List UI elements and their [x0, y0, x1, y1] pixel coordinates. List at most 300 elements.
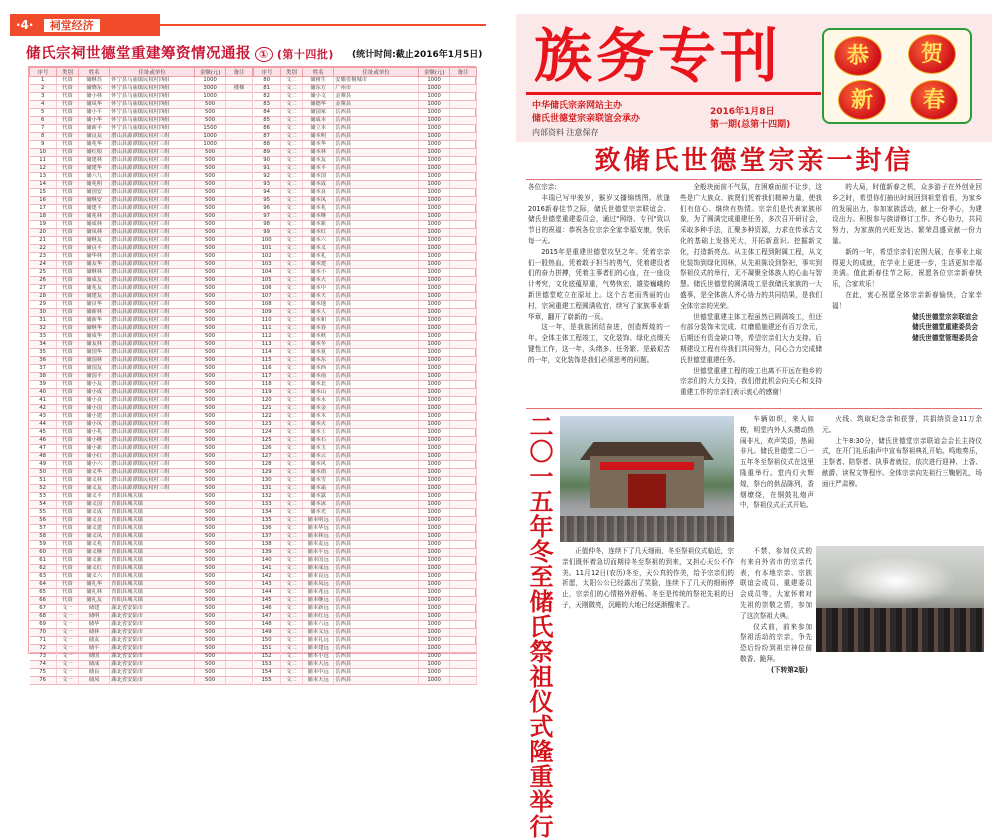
- left-page: [10, 14, 486, 683]
- table-cell: 150: [254, 637, 281, 645]
- table-cell: 岳西县: [334, 205, 419, 213]
- table-cell: 储本人: [303, 309, 334, 317]
- table-cell: 潜山县源潭镇民权村三组: [110, 445, 195, 453]
- table-cell: 62: [30, 565, 57, 573]
- column-header: 金额(元): [195, 68, 226, 77]
- table-cell: 储华: [79, 621, 110, 629]
- table-cell: 1000: [195, 77, 226, 85]
- red-banner: [600, 462, 694, 470]
- table-cell: 潜山县源潭镇民权村三组: [110, 365, 195, 373]
- table-cell: 75: [30, 669, 57, 677]
- table-cell: 青阳县城关镇: [110, 565, 195, 573]
- table-row: [30, 221, 253, 229]
- table-cell: 92: [254, 173, 281, 181]
- table-cell: 岳西县: [334, 133, 419, 141]
- table-cell: 54: [30, 501, 57, 509]
- table-cell: 储东方: [303, 85, 334, 93]
- table-cell: 72: [30, 645, 57, 653]
- table-cell: 湖北省安陆市: [110, 637, 195, 645]
- table-cell: 岳西县: [334, 149, 419, 157]
- table-row: [254, 469, 477, 477]
- table-cell: 岳西县: [334, 493, 419, 501]
- table-row: [254, 653, 477, 661]
- table-row: [254, 189, 477, 197]
- table-cell: 文二: [280, 309, 302, 317]
- table-cell: [226, 285, 253, 293]
- table-cell: 文二: [280, 557, 302, 565]
- signature-2: 储氏世德堂重建委员会: [912, 323, 978, 332]
- table-row: [254, 541, 477, 549]
- table-cell: [226, 557, 253, 565]
- table-row: [254, 389, 477, 397]
- table-cell: 500: [195, 653, 226, 661]
- table-cell: 85: [254, 117, 281, 125]
- table-cell: 代资: [56, 125, 78, 133]
- table-cell: 500: [195, 357, 226, 365]
- table-cell: 文二: [280, 421, 302, 429]
- table-row: [30, 341, 253, 349]
- table-cell: 储良华: [79, 301, 110, 309]
- table-cell: 1000: [419, 221, 450, 229]
- table-cell: 500: [195, 237, 226, 245]
- table-cell: [450, 269, 477, 277]
- table-cell: 29: [30, 301, 57, 309]
- table-cell: 文二: [280, 653, 302, 661]
- table-cell: 70: [30, 629, 57, 637]
- table-row: [254, 533, 477, 541]
- table-cell: 1000: [419, 77, 450, 85]
- table-cell: [450, 421, 477, 429]
- table-row: [254, 237, 477, 245]
- table-cell: [450, 189, 477, 197]
- table-cell: 岳西县: [334, 373, 419, 381]
- table-cell: 储本北: [303, 381, 334, 389]
- table-row: [30, 573, 253, 581]
- table-row: [30, 285, 253, 293]
- table-cell: 储友华: [79, 261, 110, 269]
- table-cell: 岳西县: [334, 269, 419, 277]
- table-cell: 9: [30, 141, 57, 149]
- table-cell: 154: [254, 669, 281, 677]
- table-row: [254, 381, 477, 389]
- table-cell: 500: [195, 437, 226, 445]
- table-row: [30, 565, 253, 573]
- table-cell: 潜山县源潭镇民权村三组: [110, 357, 195, 365]
- table-cell: [226, 301, 253, 309]
- table-cell: 14: [30, 181, 57, 189]
- table-cell: 文二: [280, 661, 302, 669]
- table-row: [30, 181, 253, 189]
- table-row: [30, 93, 253, 101]
- table-cell: 储本天: [303, 293, 334, 301]
- table-row: [254, 301, 477, 309]
- table-cell: 111: [254, 325, 281, 333]
- table-cell: 怀宁县马庙镇民权村四组: [110, 117, 195, 125]
- table-cell: [226, 197, 253, 205]
- table-cell: 储本凤远: [303, 581, 334, 589]
- table-cell: [450, 141, 477, 149]
- table-cell: [450, 645, 477, 653]
- article-column-a: [740, 414, 814, 544]
- table-cell: 151: [254, 645, 281, 653]
- paragraph: 车辆如织，来人如梭，明堂内外人头攒动热闹非凡，欢声笑语，热闹非凡。储氏世德堂二〇一五年冬至祭祖仪式在这里隆重举行。堂内灯火辉煌，祭台的供品陈列，香烟缭绕，在铜鼓礼炮声中，祭祖仪式正式开始。: [740, 415, 814, 510]
- table-cell: [226, 253, 253, 261]
- table-cell: 储小平: [79, 109, 110, 117]
- table-cell: 104: [254, 269, 281, 277]
- table-cell: 500: [195, 213, 226, 221]
- table-cell: 52: [30, 485, 57, 493]
- table-cell: 潜山县源潭镇民权村三组: [110, 189, 195, 197]
- table-cell: [450, 197, 477, 205]
- table-cell: 代资: [56, 349, 78, 357]
- column-header: 序号: [30, 68, 57, 77]
- table-cell: 储红根: [79, 149, 110, 157]
- table-cell: 岳西县: [334, 541, 419, 549]
- table-cell: 124: [254, 429, 281, 437]
- table-cell: 潜山县源潭镇民权村三组: [110, 229, 195, 237]
- table-cell: 146: [254, 605, 281, 613]
- table-cell: 岳西县: [334, 245, 419, 253]
- table-cell: 文二: [280, 237, 302, 245]
- table-cell: 潜山县源潭镇民权村三组: [110, 157, 195, 165]
- publisher-line-2: 储氏世德堂宗亲联谊会承办: [532, 114, 641, 124]
- table-cell: 岳西县: [334, 477, 419, 485]
- table-cell: 岳西县: [334, 309, 419, 317]
- table-cell: 500: [195, 365, 226, 373]
- table-cell: 储义新: [79, 557, 110, 565]
- table-cell: [226, 133, 253, 141]
- table-cell: 代资: [56, 373, 78, 381]
- table-cell: 88: [254, 141, 281, 149]
- table-cell: 135: [254, 517, 281, 525]
- table-cell: [226, 117, 253, 125]
- table-cell: 500: [195, 637, 226, 645]
- table-cell: 代资: [56, 101, 78, 109]
- table-cell: 岳西县: [334, 261, 419, 269]
- table-cell: [450, 485, 477, 493]
- table-cell: 500: [195, 405, 226, 413]
- table-cell: 48: [30, 453, 57, 461]
- table-row: [30, 605, 253, 613]
- table-cell: 代资: [56, 117, 78, 125]
- table-cell: 岳西县: [334, 237, 419, 245]
- table-cell: 储小凤: [79, 421, 110, 429]
- table-cell: 文一: [56, 605, 78, 613]
- table-cell: 代资: [56, 181, 78, 189]
- table-cell: 3: [30, 93, 57, 101]
- table-cell: 岳西县: [334, 653, 419, 661]
- table-cell: 1000: [419, 669, 450, 677]
- donation-table-1: [29, 67, 253, 685]
- table-row: [30, 309, 253, 317]
- ceremony-photo: [816, 546, 984, 652]
- table-cell: [226, 613, 253, 621]
- table-cell: 123: [254, 421, 281, 429]
- table-cell: 潜山县源潭镇民权村三组: [110, 165, 195, 173]
- table-row: [254, 421, 477, 429]
- table-cell: 73: [30, 653, 57, 661]
- table-cell: 储本继远: [303, 597, 334, 605]
- table-cell: 储本木: [303, 413, 334, 421]
- table-cell: 储本霜: [303, 485, 334, 493]
- table-cell: 储小成: [79, 389, 110, 397]
- table-cell: 代资: [56, 93, 78, 101]
- table-row: [30, 365, 253, 373]
- publisher-info: [532, 100, 640, 139]
- table-cell: [226, 221, 253, 229]
- table-row: [30, 117, 253, 125]
- paragraph: 2015年是重建世德堂攻坚之年。凭着宗亲们一股热血，凭着敢于担当的勇气，凭着建设者们的奋力拼搏，凭着主事者们的心血，在一座设计考究，文化底蕴厚重，气势恢宏，雄姿巍峨的新世德堂屹立在原址上。这个古老而秀丽的山村，宗祠重建工程圆满收官，续写了家族事业新华章，翻开了崭新的一页。: [528, 247, 670, 321]
- table-cell: 代资: [56, 557, 78, 565]
- table-cell: 500: [195, 557, 226, 565]
- table-cell: 1000: [195, 93, 226, 101]
- paragraph: 各位宗亲:: [528, 183, 557, 191]
- table-cell: 储本秋: [303, 333, 334, 341]
- table-row: [30, 653, 253, 661]
- table-cell: [450, 461, 477, 469]
- table-cell: 110: [254, 317, 281, 325]
- table-row: [30, 453, 253, 461]
- table-cell: 岳西县: [334, 109, 419, 117]
- table-cell: 1000: [419, 133, 450, 141]
- table-cell: 代资: [56, 341, 78, 349]
- table-cell: [226, 565, 253, 573]
- table-cell: 138: [254, 541, 281, 549]
- table-cell: 文一: [56, 677, 78, 685]
- table-cell: 144: [254, 589, 281, 597]
- table-cell: 1000: [419, 421, 450, 429]
- table-row: [254, 445, 477, 453]
- table-cell: 岳西县: [334, 141, 419, 149]
- table-cell: [450, 181, 477, 189]
- table-cell: 潜山县源潭镇民权村三组: [110, 293, 195, 301]
- table-cell: 1: [30, 77, 57, 85]
- table-cell: 500: [195, 341, 226, 349]
- table-cell: [450, 213, 477, 221]
- table-cell: 67: [30, 605, 57, 613]
- table-cell: 潜山县源潭镇民权村三组: [110, 397, 195, 405]
- table-cell: 文一: [56, 621, 78, 629]
- table-cell: 代资: [56, 173, 78, 181]
- table-cell: [226, 645, 253, 653]
- table-cell: 94: [254, 189, 281, 197]
- table-row: [254, 261, 477, 269]
- table-cell: 储本和: [303, 317, 334, 325]
- table-cell: 500: [195, 501, 226, 509]
- table-cell: 1000: [419, 629, 450, 637]
- table-cell: [450, 629, 477, 637]
- table-cell: 储本土: [303, 429, 334, 437]
- table-cell: 68: [30, 613, 57, 621]
- table-cell: 储小华: [79, 117, 110, 125]
- header-rule: [160, 24, 486, 26]
- table-cell: [226, 629, 253, 637]
- table-cell: 储本风: [303, 461, 334, 469]
- table-cell: 1000: [419, 301, 450, 309]
- table-cell: 文二: [280, 597, 302, 605]
- table-row: [254, 85, 477, 93]
- table-row: [30, 421, 253, 429]
- table-cell: 潜山县源潭镇民权村三组: [110, 421, 195, 429]
- table-cell: 岳西县: [334, 533, 419, 541]
- table-row: [254, 621, 477, 629]
- table-cell: [450, 277, 477, 285]
- table-cell: [450, 541, 477, 549]
- table-cell: 文二: [280, 589, 302, 597]
- table-cell: [226, 581, 253, 589]
- table-cell: 文二: [280, 525, 302, 533]
- table-cell: 文二: [280, 621, 302, 629]
- table-row: [30, 621, 253, 629]
- table-cell: 储本金: [303, 405, 334, 413]
- table-row: [30, 333, 253, 341]
- table-cell: [226, 485, 253, 493]
- table-row: [254, 509, 477, 517]
- publisher-line-3: 内部资料 注意保存: [532, 128, 599, 137]
- table-cell: 文一: [56, 637, 78, 645]
- table-cell: 文二: [280, 541, 302, 549]
- table-cell: 文二: [280, 285, 302, 293]
- table-cell: 储本中远: [303, 669, 334, 677]
- table-cell: 储本小: [303, 269, 334, 277]
- table-cell: 储礼友: [79, 597, 110, 605]
- table-cell: [450, 445, 477, 453]
- table-row: [30, 669, 253, 677]
- table-row: [254, 453, 477, 461]
- table-cell: 500: [195, 485, 226, 493]
- table-cell: 岳西县: [334, 357, 419, 365]
- table-row: [30, 677, 253, 685]
- table-cell: 青阳县城关镇: [110, 525, 195, 533]
- table-cell: 储国林: [79, 357, 110, 365]
- table-cell: 1000: [419, 309, 450, 317]
- table-cell: 500: [195, 477, 226, 485]
- table-row: [30, 197, 253, 205]
- table-cell: 储树生: [303, 77, 334, 85]
- table-cell: 1000: [419, 269, 450, 277]
- table-cell: 119: [254, 389, 281, 397]
- table-row: [30, 661, 253, 669]
- table-cell: 储建友: [79, 293, 110, 301]
- table-cell: 储小文: [303, 93, 334, 101]
- table-cell: [450, 565, 477, 573]
- table-cell: 代资: [56, 509, 78, 517]
- table-cell: 储礼华: [79, 581, 110, 589]
- table-cell: [226, 205, 253, 213]
- table-cell: 115: [254, 357, 281, 365]
- table-cell: 1000: [419, 341, 450, 349]
- table-cell: 500: [195, 181, 226, 189]
- table-cell: 岳西县: [334, 117, 419, 125]
- table-cell: 102: [254, 253, 281, 261]
- table-cell: 储本继: [303, 213, 334, 221]
- table-row: [30, 413, 253, 421]
- table-cell: 500: [195, 517, 226, 525]
- table-cell: 青阳县城关镇: [110, 509, 195, 517]
- table-cell: 500: [195, 173, 226, 181]
- table-cell: 41: [30, 397, 57, 405]
- table-cell: 文二: [280, 349, 302, 357]
- table-cell: 500: [195, 453, 226, 461]
- table-row: [30, 261, 253, 269]
- table-cell: 文一: [56, 661, 78, 669]
- table-cell: 文二: [280, 677, 302, 685]
- table-row: [254, 325, 477, 333]
- table-cell: 38: [30, 373, 57, 381]
- table-cell: [226, 125, 253, 133]
- table-cell: 岳西县: [334, 293, 419, 301]
- table-cell: 500: [195, 589, 226, 597]
- table-cell: 133: [254, 501, 281, 509]
- table-cell: 1000: [419, 357, 450, 365]
- table-cell: [450, 77, 477, 85]
- table-cell: 储小继: [79, 437, 110, 445]
- table-cell: 500: [195, 381, 226, 389]
- table-cell: 103: [254, 261, 281, 269]
- publisher-line-1: 中华储氏宗亲网站主办: [532, 101, 623, 111]
- table-cell: [450, 325, 477, 333]
- table-cell: 文二: [280, 85, 302, 93]
- table-cell: 53: [30, 493, 57, 501]
- table-cell: 文二: [280, 373, 302, 381]
- table-cell: 代资: [56, 589, 78, 597]
- table-cell: 储本良远: [303, 573, 334, 581]
- table-cell: 1000: [419, 613, 450, 621]
- table-cell: [450, 309, 477, 317]
- table-cell: 代资: [56, 389, 78, 397]
- table-cell: 109: [254, 309, 281, 317]
- article-column-b: [822, 414, 982, 544]
- table-cell: [226, 237, 253, 245]
- paragraph: 的大局，时值新春之机，众多游子在外创业回乡之时，希望你们抽出时间回到祖堂看看，为家乡的发展出力，参加家族活动，献上一份孝心，为建设出力。积极参与族谱修订工作。齐心协力，共同努力，为家族的兴旺发达、繁荣昌盛贡献一份力量。: [832, 183, 982, 245]
- table-row: [254, 493, 477, 501]
- table-cell: 19: [30, 221, 57, 229]
- table-cell: 500: [195, 605, 226, 613]
- table-cell: [226, 469, 253, 477]
- table-cell: [226, 509, 253, 517]
- table-cell: [450, 365, 477, 373]
- table-cell: 22: [30, 245, 57, 253]
- table-cell: 储本云: [303, 453, 334, 461]
- table-cell: [450, 493, 477, 501]
- table-cell: 76: [30, 677, 57, 685]
- table-cell: 代资: [56, 149, 78, 157]
- table-row: [254, 661, 477, 669]
- table-cell: 117: [254, 373, 281, 381]
- table-row: [254, 309, 477, 317]
- table-cell: 99: [254, 229, 281, 237]
- table-cell: [226, 549, 253, 557]
- table-cell: 代资: [56, 461, 78, 469]
- table-cell: 文二: [280, 341, 302, 349]
- table-cell: 岳西县: [334, 341, 419, 349]
- table-cell: [450, 133, 477, 141]
- table-cell: 岳西县: [334, 677, 419, 685]
- table-row: [30, 397, 253, 405]
- table-cell: [450, 413, 477, 421]
- table-row: [30, 589, 253, 597]
- table-cell: 岳西县: [334, 421, 419, 429]
- table-cell: 文二: [280, 485, 302, 493]
- table-cell: [226, 317, 253, 325]
- table-cell: 岳西县: [334, 285, 419, 293]
- table-cell: 1000: [419, 285, 450, 293]
- table-cell: [226, 349, 253, 357]
- table-cell: 储明: [79, 613, 110, 621]
- table-cell: [450, 357, 477, 365]
- table-cell: 储本山: [303, 389, 334, 397]
- lantern-icon: 贺: [908, 34, 956, 74]
